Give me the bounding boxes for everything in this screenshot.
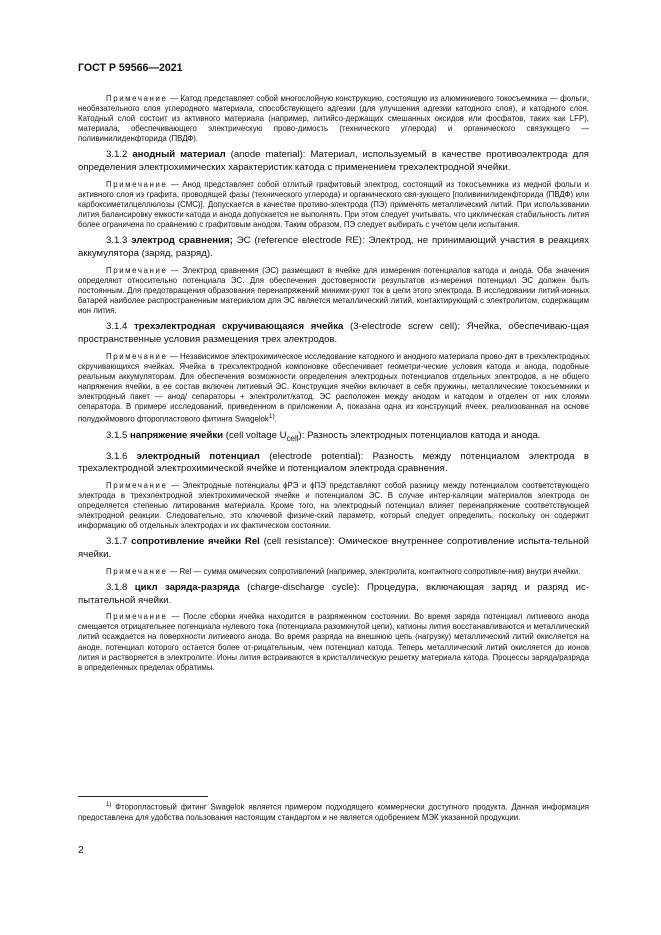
note-text: — Независимое электрохимическое исследование катодного и анодного материала прово-дят в трехэлектродных скручивающихся ячейках. Ячейка в трехэлектродной компоновке обеспечивает геометри-ческие условия катода и анода, подобные реальным аккумуляторам. Для обеспечения возможности определения электродных потенциалов отдельных электродов, а не общего напряжения ячейки, в ее состав включен литиевый ЭС. Конструкция ячейки включает в себя пружины, металлические токосъемники и электродный пакет — анод/ сепараторы + электролит/катод. ЭС расположен между анодом и катодом и отделен от них слоями сепаратора. В примере исследований, приведенном в приложении А, показана одна из конструкций ячеек, реализованная на основе полудюймового фторопластового фитинга Swagelok [78, 351, 589, 424]
term-3-1-7 [78, 536, 589, 561]
term-title: анодный материал [132, 149, 226, 161]
note-text: — Анод представляет собой отлитый графитовый электрод, состоящий из токосъемника из медной фольги и активного слоя из графита, проводящей фазы (технического углерода) и органического свя-зующего [поливинилиденфторида (ПВДФ) или карбоксиметилцеллюлозы (СМС)]. Допускается в качестве противо-электрода (ПЭ) применять металлический литий. При использовании лития балансировку емкости катода и анода допускается не выполнять. При этом следует учитывать, что циклическая стабильность лития более ограничена по сравнению с графитовым анодом. Таким образом, ПЭ следует выбирать с учетом цели испытания. [78, 179, 589, 230]
term-number: 3.1.7 [106, 536, 128, 548]
note-text: — Катод представляет собой многослойную конструкцию, состоящую из алюминиевого токосъемника — фольги, необязательного слоя углеродного материала, способствующего адгезии (для улучшения адгезии катодного слоя), и катодного слоя. Катодный слой состоит из активного материала (например, литийсо-держащих смешанных оксидов или фосфатов, таких как LFP), материала, обеспечивающего электрическую прово-димость (технического углерода) и органического связующего — поливинилиденфторида (ПВДФ). [78, 94, 589, 144]
footnote-1 [78, 800, 589, 823]
term-definition: (electrode potential): Разность между потенциалом электрода в трехэлектродной электрохимической ячейке и потенциалом электрода сравнения. [78, 450, 589, 475]
term-number: 3.1.6 [106, 450, 128, 462]
note-label: Примечание [106, 94, 168, 103]
term-title: электродный потенциал [136, 450, 260, 462]
note-label: Примечание [106, 612, 168, 622]
term-number: 3.1.8 [106, 581, 128, 593]
note-label: Примечание [106, 265, 168, 275]
note-label: Примечание [106, 179, 168, 189]
footnote-divider [78, 796, 208, 797]
footnote-text: Фторопластовый фитинг Swagelok является примером подходящего коммерчески доступного продукта. Данная информация предоставлена для удобства пользования настоящим стандартом и не является одобрением МЭК указанной продукции. [78, 802, 589, 822]
note-text: — После сборки ячейка находится в разряженном состоянии. Во время заряда потенциал литиевого анода смещается отрицательнее потенциала нулевого тока (потенциала разомкнутой цепи), катионы лития восстанавливаются и металлический литий осаждается на поверхности литиевого анода. Во время разряда на внешнюю цепь (нагрузку) металлический литий окисляется на аноде, потенциал которого остается более от-рицательным, чем потенциал катода. Теперь металлический литий окисляется до ионов лития и растворяется в электролите. Ионы лития встраиваются в кристаллическую решетку материала катода. Процессы заряда/разряда в определенных пределах обратимы. [78, 612, 589, 672]
document-body [78, 94, 589, 678]
footnote-ref: 1) [268, 413, 275, 421]
note-text: — Электрод сравнения (ЭС) размещают в ячейке для измерения потенциалов катода и анода. Оба значения определяют относительно потенциала ЭС. Для обеспечения достоверности результатов из-мерения потенциал ЭС должен быть постоянным. Для предотвращения образования перенапряжений миними-руют ток в цепи этого электрода. В исследовании литий-ионных батарей наиболее распространенным материалом для ЭС является металлический литий, контактирующий с электролитом, содержащим ион лития. [78, 265, 589, 316]
term-number: 3.1.3 [106, 235, 128, 247]
term-3-1-6 [78, 451, 589, 476]
term-definition: (cell voltage U [223, 429, 287, 441]
page-number: 2 [78, 845, 84, 856]
note-cathode [78, 94, 589, 144]
footnotes [78, 796, 589, 823]
term-subscript: cell [286, 433, 299, 443]
footnote-mark: 1) [106, 802, 112, 808]
term-title: электрод сравнения; [131, 235, 233, 247]
note-label: Примечание [106, 480, 168, 490]
note-electrode-potential [78, 481, 589, 531]
term-3-1-5 [78, 430, 589, 446]
note-label: Примечание [106, 351, 168, 361]
term-title: цикл заряда-разряда [134, 581, 240, 593]
note-screw-cell: Примечание — Независимое электрохимическое исследование катодного и анодного материала прово-дят в трехэлектродных скручивающихся ячейках. Ячейка в трехэлектродной компоновке обеспечивает геометри-ческие условия катода и анода, подобные реальным аккумуляторам. Для обеспечения возможности определения электродных потенциалов отдельных электродов, а не общего напряжения ячейки, в ее состав включен литиевый ЭС. Конструкция ячейки включает в себя пружины, металлические токосъемники и электродный пакет — анод/ сепараторы + электролит/катод. ЭС расположен между анодом и катодом и отделен от них слоями сепаратора. В примере исследований, приведенном в приложении А, показана одна из конструкций ячеек, реализованная на основе полудюймового фторопластового фитинга Swagelok$^{1)}$. [78, 351, 589, 424]
note-text: — Rel — сумма омических сопротивлений (например, электролита, контактного сопротивле-ния) внутри ячейки. [167, 566, 581, 576]
term-definition: (cell resistance): Омическое внутреннее сопротивление испыта-тельной ячейки. [78, 536, 589, 561]
page-header-standard: ГОСТ Р 59566—2021 [78, 62, 183, 74]
term-title: напряжение ячейки [130, 429, 224, 441]
note-label: Примечание [106, 566, 168, 576]
note-charge-discharge [78, 612, 589, 673]
term-3-1-4 [78, 321, 589, 346]
note-text: — Электродные потенциалы ϕРЭ и ϕПЭ представляют собой разницу между потенциалом соответствующего электрода в трехэлектродной электрохимической ячейке и потенциалом ЭС. В случае интер-каляции материалов электрода он определяется степенью литирования материала. Кроме того, на электродный потенциал влияет перенапряжение соответствующей электродной реакции. Следовательно, это ключевой физиче-ский параметр, который следует определить, поскольку он содержит информацию об отдельных электродах и их фактическом состоянии. [78, 480, 589, 531]
note-anode [78, 180, 589, 230]
term-3-1-3 [78, 235, 589, 260]
term-definition: (3-electrode screw cell): Ячейка, обеспечиваю-щая пространственные условия размещения трех электродов. [78, 321, 589, 345]
term-definition: (charge-discharge cycle): Процедура, включающая заряд и разряд ис-пытательной ячейки. [78, 581, 590, 606]
term-title: трехэлектродная скручивающаяся ячейка [134, 321, 344, 333]
term-3-1-2 [78, 149, 589, 174]
term-title: сопротивление ячейки Rel [131, 536, 260, 548]
note-cell-resistance [78, 567, 589, 577]
term-number: 3.1.4 [106, 321, 128, 333]
note-reference-electrode [78, 266, 589, 316]
term-definition: (anode material): Материал, используемый в качестве противоэлектрода для определения электрохимических характеристик катода с применением трехэлектродной ячейки. [78, 149, 589, 174]
term-definition: ЭС (reference electrode RE): Электрод, не принимающий участия в реакциях аккумулятора (заряд, разряд). [78, 235, 589, 260]
term-number: 3.1.2 [106, 149, 128, 161]
term-3-1-8 [78, 582, 589, 607]
term-number: 3.1.5 [106, 429, 128, 441]
term-definition-tail: ): Разность электродных потенциалов катода и анода. [298, 429, 541, 441]
